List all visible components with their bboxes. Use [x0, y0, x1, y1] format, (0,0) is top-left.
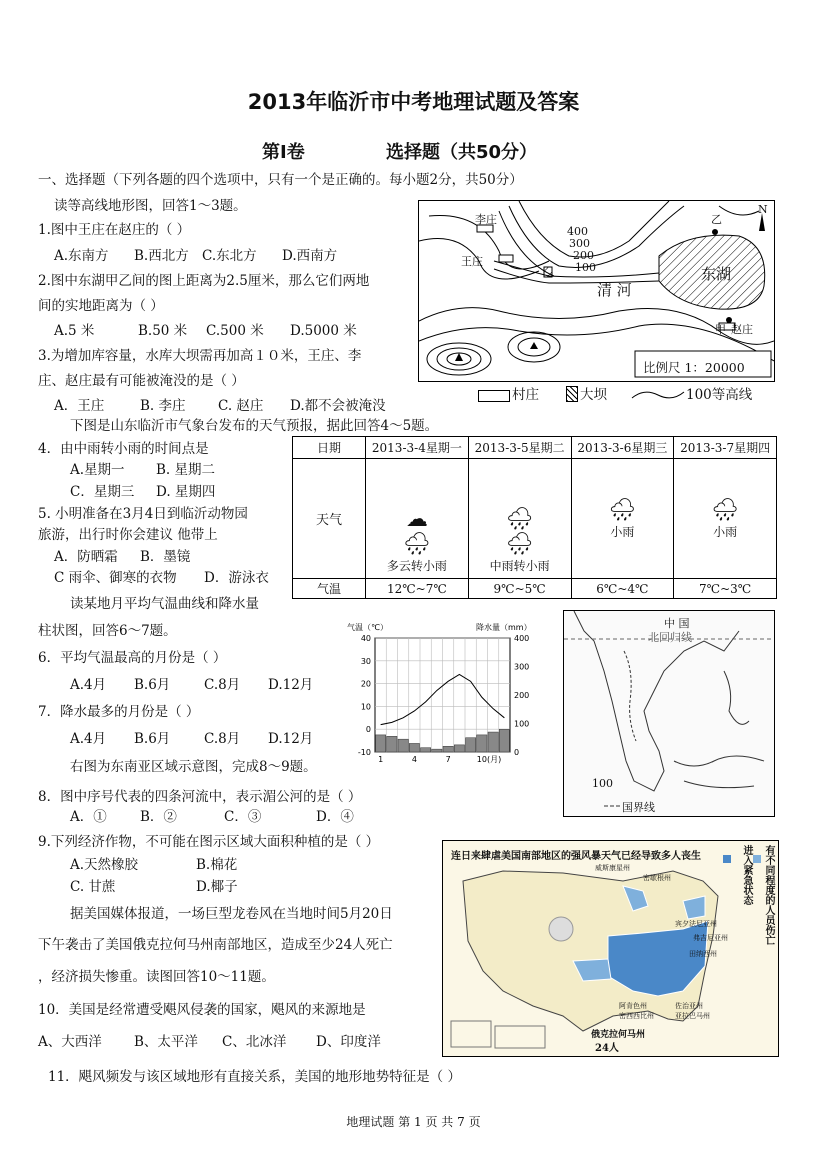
precip-bar: [499, 729, 509, 752]
g5-para-1: 据美国媒体报道，一场巨型龙卷风在当地时间5月20日: [70, 906, 393, 922]
precip-tick-label: 400: [514, 634, 530, 643]
temp-tick-label: 20: [360, 679, 371, 689]
precip-bar: [488, 732, 498, 752]
q1-option-c[interactable]: C.东北方: [202, 248, 257, 264]
precip-bar: [477, 735, 487, 752]
q10-option-b[interactable]: B、太平洋: [134, 1034, 198, 1050]
village-zhao: 赵庄: [731, 323, 753, 336]
right-axis-title: 降水量（mm）: [476, 623, 532, 632]
q10-option-a[interactable]: A、大西洋: [38, 1034, 102, 1050]
q1-options: [54, 248, 337, 264]
weather-temp-4: 7℃~3℃: [674, 579, 777, 599]
q8-option-d[interactable]: D．④: [316, 809, 354, 825]
southeast-asia-map: [563, 610, 775, 817]
q1-stem: 1.图中王庄在赵庄的（ ）: [38, 222, 191, 238]
q7-option-b[interactable]: B.6月: [134, 731, 171, 747]
state-michigan: 密歇根州: [643, 874, 671, 882]
g1-lead: 读等高线地形图，回答1～3题。: [54, 198, 247, 214]
rain-icon: 🌧: [608, 497, 637, 523]
legend-dam-icon: [566, 386, 578, 402]
contour-map: [418, 200, 775, 382]
state-oklahoma: 俄克拉何马州: [591, 1030, 646, 1040]
precip-tick-label: 300: [514, 662, 530, 672]
q3-options: [54, 398, 386, 414]
legend-emergency: 进入紧急状态: [741, 845, 752, 905]
left-axis-title: 气温（℃）: [347, 623, 388, 632]
precip-bar: [432, 749, 442, 752]
x-tick-label: 7: [445, 755, 451, 764]
precip-bar: [466, 738, 476, 752]
weather-desc-2: 中雨转小雨: [489, 559, 550, 573]
temp-tick-label: -10: [357, 748, 371, 757]
state-virginia: 弗吉尼亚州: [693, 934, 728, 942]
x-axis-label: (月): [487, 755, 502, 764]
contour-100: 100: [575, 261, 596, 274]
x-tick-label: 1: [378, 755, 384, 764]
east-lake-label: 东湖: [701, 265, 732, 283]
weather-date-4: 2013-3-7星期四: [674, 437, 777, 459]
q8-option-a[interactable]: A．①: [70, 809, 107, 825]
tropic-label: 北回归线: [648, 631, 692, 644]
precip-bar: [454, 745, 464, 752]
q1-option-b[interactable]: B.西北方: [134, 248, 189, 264]
q4-option-d[interactable]: D. 星期四: [156, 484, 216, 500]
point-jia: 甲: [715, 323, 726, 336]
rain-icon: 🌧: [711, 497, 740, 523]
intro-text: 一、选择题（下列各题的四个选项中，只有一个是正确的。每小题2分，共50分）: [38, 172, 523, 188]
q3-option-d[interactable]: D.都不会被淹没: [290, 398, 386, 414]
temp-tick-label: 40: [360, 634, 371, 643]
q4-option-b[interactable]: B. 星期二: [156, 462, 216, 478]
q5-option-b[interactable]: B．墨镜: [140, 549, 191, 565]
state-wisconsin: 威斯康星州: [595, 864, 630, 872]
q6-stem: 6．平均气温最高的月份是（ ）: [38, 650, 227, 666]
q1-option-a[interactable]: A.东南方: [54, 248, 109, 264]
g3-lead-1: 读某地月平均气温曲线和降水量: [70, 596, 259, 612]
q2-options: [54, 323, 357, 339]
q2-option-d[interactable]: D.5000 米: [290, 323, 357, 339]
contour-200: 200: [573, 249, 594, 262]
precip-bar: [387, 736, 397, 752]
page-title: 2013年临沂市中考地理试题及答案: [247, 90, 580, 114]
q5-option-d[interactable]: D．游泳衣: [204, 570, 269, 586]
weather-table: [292, 436, 777, 599]
legend-dam: 大坝: [580, 387, 607, 403]
temp-tick-label: 10: [360, 702, 371, 712]
q2-option-c[interactable]: C.500 米: [206, 323, 264, 339]
q2-option-a[interactable]: A.5 米: [54, 323, 95, 339]
legend-village: 村庄: [512, 387, 539, 403]
q6-option-d[interactable]: D.12月: [268, 677, 314, 693]
state-alabama: 亚拉巴马州: [675, 1012, 710, 1020]
q8-stem: 8．图中序号代表的四条河流中，表示湄公河的是（ ）: [38, 789, 362, 805]
point-yi: 乙: [711, 213, 722, 226]
page-footer: 地理试题 第 1 页 共 7 页: [346, 1115, 481, 1129]
q6-option-c[interactable]: C.8月: [204, 677, 241, 693]
legend-contour: 100等高线: [686, 387, 753, 403]
weather-header-date: 日期: [293, 437, 366, 459]
q11-stem: 11．飓风频发与该区域地形有直接关系，美国的地形地势特征是（ ）: [48, 1069, 461, 1085]
q8-option-c[interactable]: C．③: [224, 809, 262, 825]
us-storm-map: [442, 840, 779, 1057]
legend-village-icon: [478, 390, 510, 402]
g5-para-2: 下午袭击了美国俄克拉何马州南部地区，造成至少24人死亡: [38, 937, 393, 953]
border-label: 国界线: [622, 801, 655, 814]
legend-contour-icon: [630, 388, 686, 402]
q4-option-a[interactable]: A.星期一: [70, 462, 125, 478]
q5-stem-1: 5. 小明准备在3月4日到临沂动物园: [38, 506, 248, 522]
precip-tick-label: 0: [514, 748, 520, 757]
village-li: 李庄: [475, 213, 497, 226]
state-arkansas: 阿肯色州: [619, 1002, 647, 1010]
g4-lead: 右图为东南亚区域示意图，完成8～9题。: [70, 759, 317, 775]
weather-desc-1: 多云转小雨: [386, 559, 447, 573]
rain-icon: 🌧: [505, 532, 534, 557]
weather-desc-4: 小雨: [713, 524, 738, 539]
map-scale: 比例尺 1：20000: [643, 360, 745, 375]
precip-bar: [376, 735, 386, 752]
q10-stem: 10．美国是经常遭受飓风侵袭的国家，飓风的来源地是: [38, 1002, 366, 1018]
q2-stem-2: 间的实地距离为（ ）: [38, 298, 164, 314]
precip-bar: [443, 746, 453, 752]
cloud-sun-icon: ☁: [405, 507, 428, 532]
weather-header-temp: 气温: [293, 579, 366, 599]
q9-option-b[interactable]: B.棉花: [196, 857, 238, 873]
longitude-label: 100: [592, 777, 613, 790]
g5-para-3: ，经济损失惨重。读图回答10～11题。: [38, 969, 275, 985]
q4-option-c[interactable]: C．星期三: [70, 484, 135, 500]
q7-option-a[interactable]: A.4月: [70, 731, 107, 747]
section-name: 选择题（共50分）: [386, 142, 538, 163]
river-label: 清 河: [597, 281, 632, 299]
q5-stem-2: 旅游，出行时你会建议 他带上: [38, 527, 218, 543]
china-label: 中 国: [664, 617, 690, 630]
weather-header-weather: 天气: [293, 459, 366, 579]
q6-option-b[interactable]: B.6月: [134, 677, 171, 693]
q7-option-c[interactable]: C.8月: [204, 731, 241, 747]
weather-temp-3: 6℃~4℃: [571, 579, 674, 599]
weather-date-1: 2013-3-4星期一: [366, 437, 469, 459]
q5-option-a[interactable]: A．防晒霜: [54, 549, 118, 565]
q10-option-c[interactable]: C、北冰洋: [222, 1034, 287, 1050]
q2-stem-1: 2.图中东湖甲乙间的图上距离为2.5厘米，那么它们两地: [38, 273, 370, 289]
precip-bar: [398, 739, 408, 752]
weather-temp-1: 12℃~7℃: [366, 579, 469, 599]
contour-400: 400: [567, 225, 588, 238]
precip-tick-label: 200: [514, 691, 530, 700]
heavy-rain-icon: 🌧: [505, 507, 534, 532]
north-arrow-icon: N: [758, 203, 768, 216]
q4-stem: 4．由中雨转小雨的时间点是: [38, 441, 209, 457]
rain-icon: 🌧: [402, 532, 431, 557]
weather-temp-2: 9℃~5℃: [468, 579, 571, 599]
q6-option-a[interactable]: A.4月: [70, 677, 107, 693]
weather-desc-3: 小雨: [610, 524, 635, 539]
q9-option-c[interactable]: C. 甘蔗: [70, 879, 116, 895]
x-tick-label: 10: [476, 755, 487, 764]
q3-option-c[interactable]: C. 赵庄: [218, 398, 264, 414]
us-outline: [443, 841, 778, 1056]
q9-option-a[interactable]: A.天然橡胶: [70, 857, 139, 873]
temp-tick-label: 30: [360, 656, 371, 666]
q9-option-d[interactable]: D.椰子: [196, 879, 238, 895]
weather-date-2: 2013-3-5星期二: [468, 437, 571, 459]
temp-tick-label: 0: [365, 725, 371, 735]
precip-bar: [421, 748, 431, 752]
q8-option-b[interactable]: B．②: [140, 809, 177, 825]
q7-stem: 7．降水最多的月份是（ ）: [38, 704, 200, 720]
g3-lead-2: 柱状图，回答6～7题。: [38, 623, 177, 639]
section-part: 第Ⅰ卷: [262, 142, 305, 163]
legend-casualties: 有不同程度的人员伤亡: [763, 845, 774, 945]
state-mississippi: 密西西比州: [619, 1012, 654, 1020]
q3-stem-1: 3.为增加库容量，水库大坝需再加高１０米，王庄、李: [38, 348, 362, 364]
q1-option-d[interactable]: D.西南方: [282, 248, 338, 264]
q2-option-b[interactable]: B.50 米: [138, 323, 188, 339]
x-tick-label: 4: [411, 755, 417, 764]
q3-option-a[interactable]: A．王庄: [54, 398, 105, 414]
climate-chart: [345, 620, 545, 770]
state-tennessee: 田纳西州: [689, 950, 717, 958]
precip-tick-label: 100: [514, 719, 530, 729]
q7-option-d[interactable]: D.12月: [268, 731, 314, 747]
state-pennsylvania: 宾夕法尼亚州: [675, 920, 717, 928]
state-georgia: 佐治亚州: [675, 1002, 703, 1010]
q10-option-d[interactable]: D、印度洋: [316, 1034, 381, 1050]
q9-stem: 9.下列经济作物，不可能在图示区域大面积种植的是（ ）: [38, 834, 380, 850]
village-wang: 王庄: [461, 255, 483, 268]
precip-bar: [409, 743, 419, 752]
weather-date-3: 2013-3-6星期三: [571, 437, 674, 459]
q3-option-b[interactable]: B. 李庄: [140, 398, 186, 414]
q5-option-c[interactable]: C 雨伞、御寒的衣物: [54, 570, 177, 586]
contour-300: 300: [569, 237, 590, 250]
death-count: 24人: [595, 1043, 619, 1054]
us-map-header: 连日来肆虐美国南部地区的强风暴天气已经导致多人丧生: [451, 851, 701, 862]
g2-lead: 下图是山东临沂市气象台发布的天气预报，据此回答4～5题。: [70, 418, 439, 434]
q3-stem-2: 庄、赵庄最有可能被淹没的是（ ）: [38, 373, 245, 389]
